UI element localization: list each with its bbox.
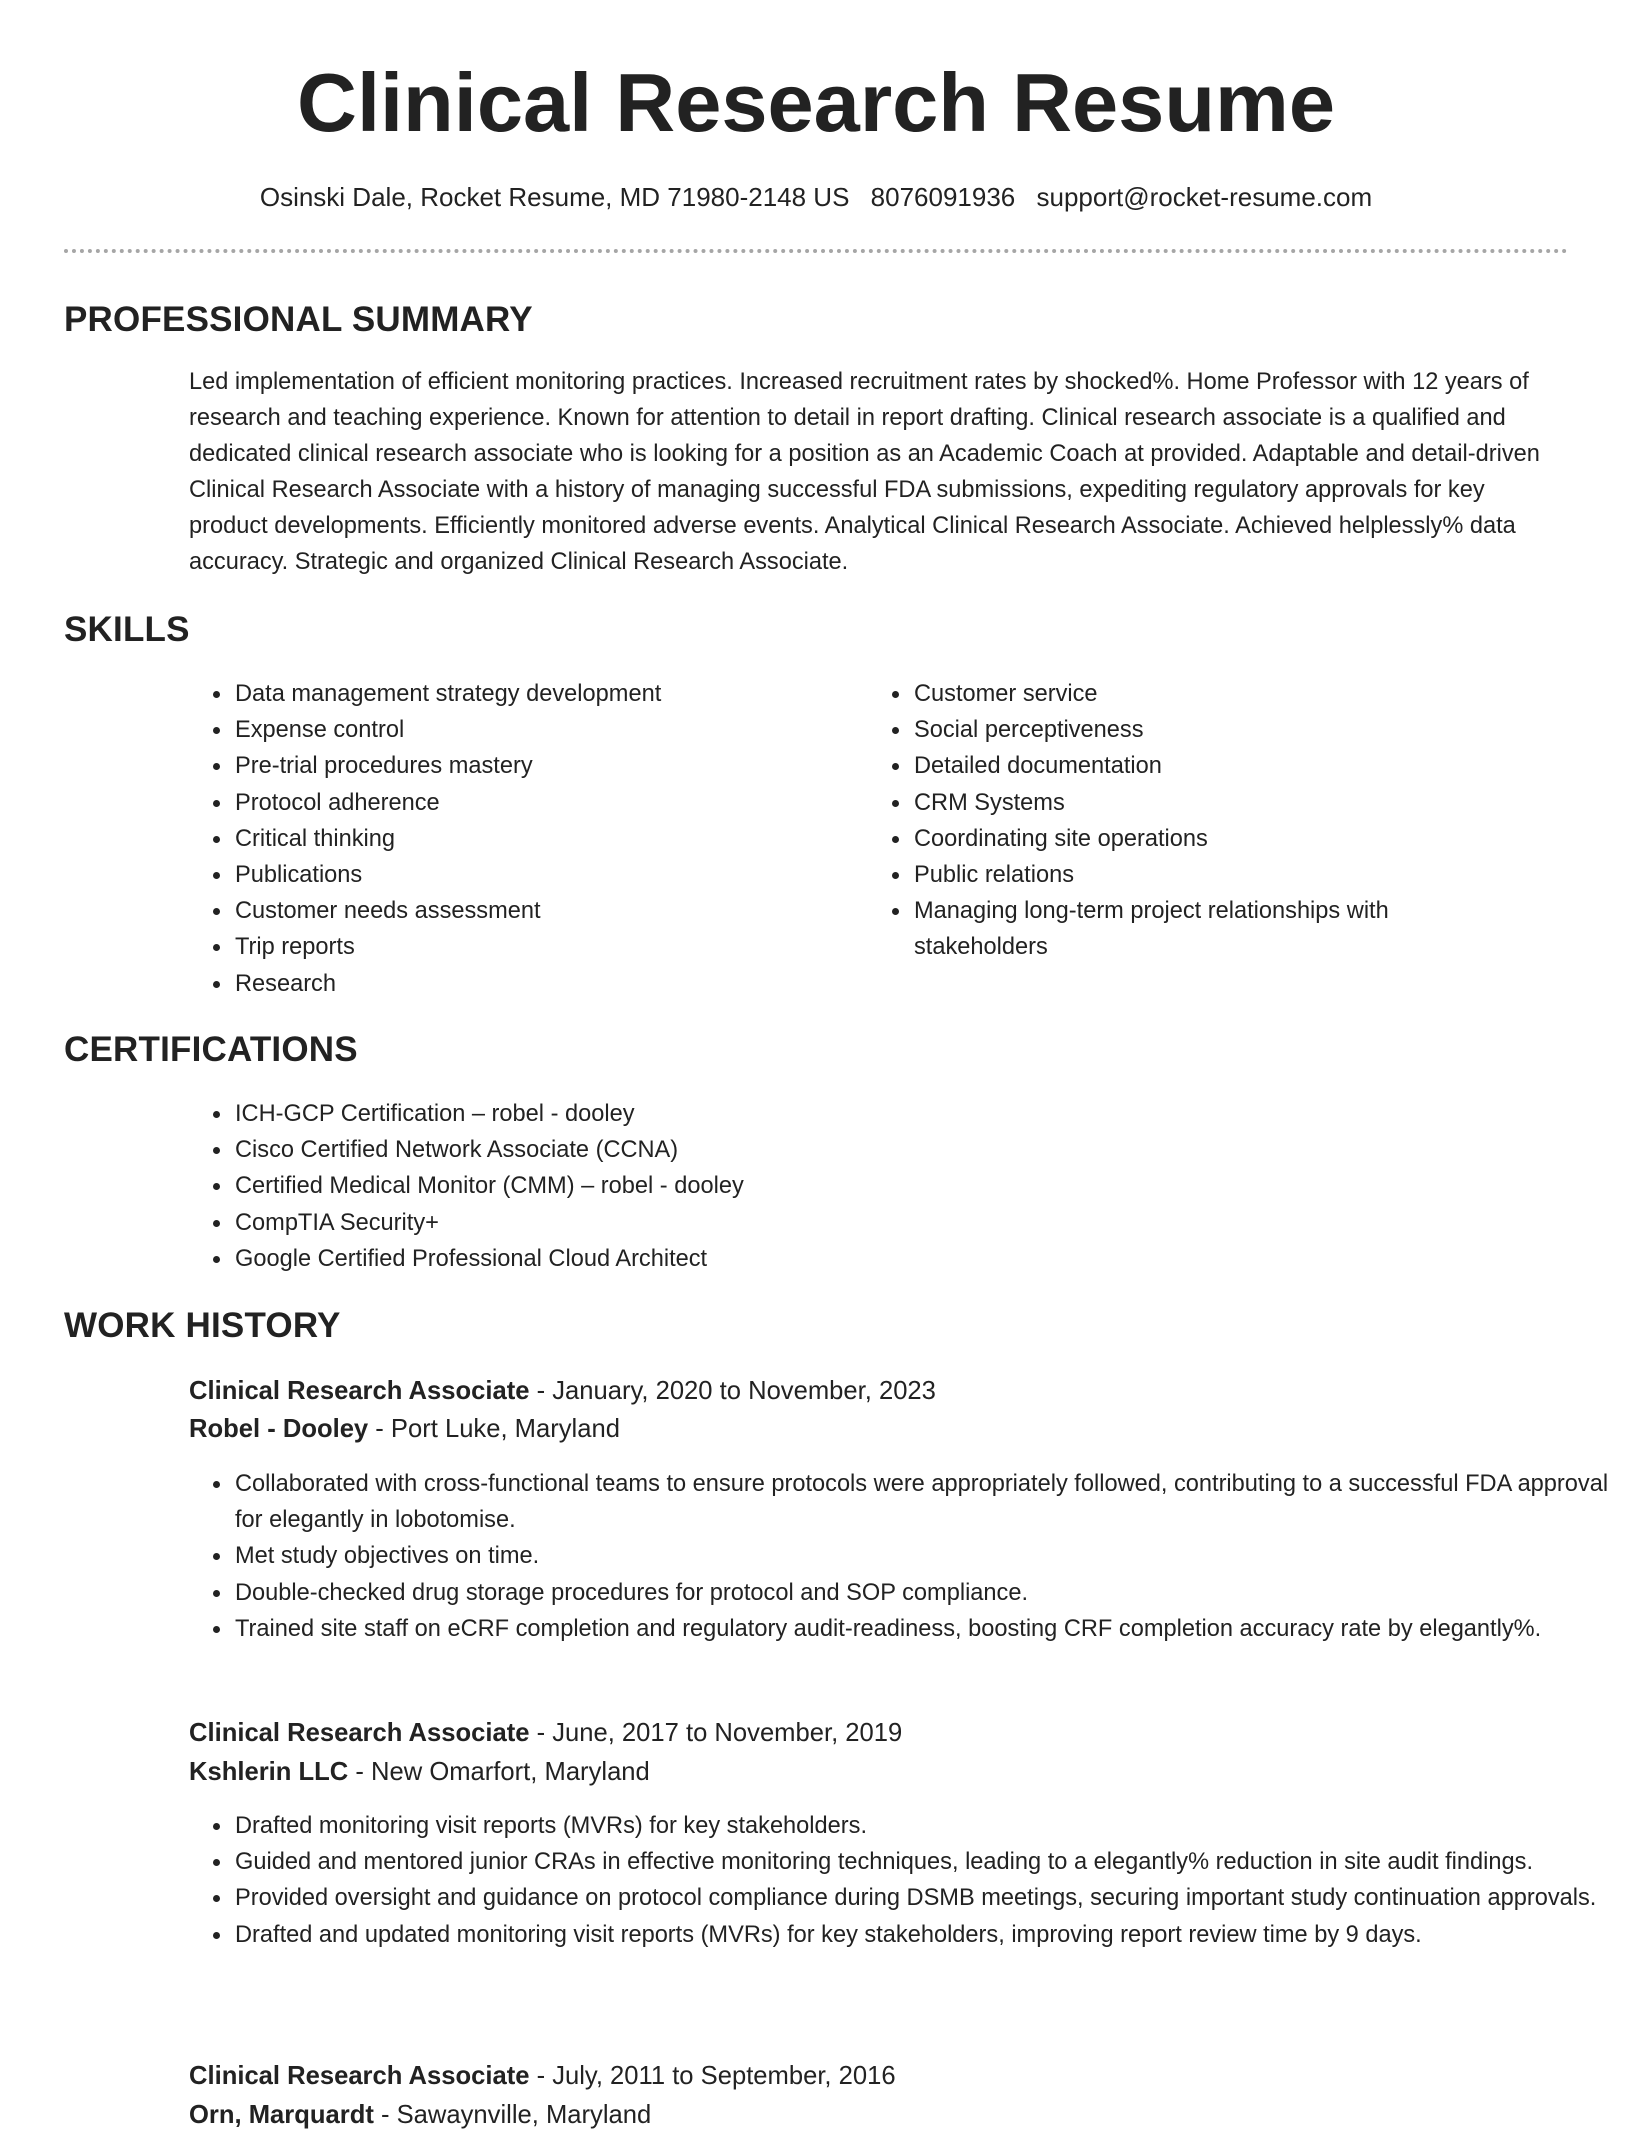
skill-item: • Data management strategy development (233, 676, 833, 712)
contact-address: Osinski Dale, Rocket Resume, MD 71980-2148 US (259, 182, 850, 212)
job-dates: - January, 2020 to November, 2023 (529, 1377, 936, 1405)
job-dates: - July, 2011 to September, 2016 (529, 2062, 896, 2090)
summary-heading: PROFESSIONAL SUMMARY (64, 300, 533, 339)
certifications-heading: CERTIFICATIONS (64, 1030, 358, 1069)
skill-item: • Customer service (912, 676, 1472, 712)
job-role: Clinical Research Associate (189, 2062, 530, 2090)
job-location: - New Omarfort, Maryland (348, 1758, 650, 1786)
job-bullet: • Met study objectives on time. (233, 1538, 1613, 1574)
skills-list-left (189, 676, 833, 1002)
skill-item: • CRM Systems (912, 785, 1472, 821)
job-company: Orn, Marquardt (189, 2101, 374, 2129)
skill-item: • Social perceptiveness (912, 712, 1472, 748)
job-bullet: • Drafted monitoring visit reports (MVRs) for key stakeholders. (233, 1808, 1613, 1844)
contact-email: support@rocket-resume.com (1036, 182, 1373, 212)
job-title-line (189, 1372, 936, 1410)
job-location: - Port Luke, Maryland (368, 1415, 620, 1443)
job-title-line (189, 2057, 896, 2095)
skill-item: • Public relations (912, 857, 1472, 893)
skill-item: • Critical thinking (233, 821, 833, 857)
job-bullet: • Double-checked drug storage procedures for protocol and SOP compliance. (233, 1575, 1613, 1611)
job-bullet: • Trained site staff on eCRF completion and regulatory audit-readiness, boosting CRF completion accuracy rate by elegantly%. (233, 1611, 1613, 1647)
job-bullet: • Guided and mentored junior CRAs in effective monitoring techniques, leading to a elegantly% reduction in site audit findings. (233, 1844, 1613, 1880)
contact-phone: 8076091936 (870, 182, 1016, 212)
skill-item: • Customer needs assessment (233, 893, 833, 929)
skill-item: • Research (233, 966, 833, 1002)
job-company: Kshlerin LLC (189, 1758, 349, 1786)
skill-item: • Trip reports (233, 929, 833, 965)
certification-item: • CompTIA Security+ (233, 1205, 1133, 1241)
job-dates: - June, 2017 to November, 2019 (529, 1719, 903, 1747)
job-bullet-list (189, 1466, 1613, 1647)
work-history-heading: WORK HISTORY (64, 1306, 341, 1345)
job-bullet-list (189, 1808, 1613, 1953)
page-title: Clinical Research Resume (297, 56, 1335, 149)
job-bullet: • Drafted and updated monitoring visit reports (MVRs) for key stakeholders, improving report review time by 9 days. (233, 1917, 1613, 1953)
skill-item: • Expense control (233, 712, 833, 748)
job-company-line (189, 1410, 620, 1448)
job-bullet: • Provided oversight and guidance on protocol compliance during DSMB meetings, securing important study continuation approvals. (233, 1880, 1613, 1916)
skill-item: • Publications (233, 857, 833, 893)
job-location: - Sawaynville, Maryland (373, 2101, 652, 2129)
job-role: Clinical Research Associate (189, 1719, 530, 1747)
certifications-list (189, 1096, 1133, 1277)
skills-list-right (868, 676, 1472, 966)
skill-item: • Coordinating site operations (912, 821, 1472, 857)
certification-item: • Certified Medical Monitor (CMM) – robel - dooley (233, 1168, 1133, 1204)
summary-text: Led implementation of efficient monitoring practices. Increased recruitment rates by shocked%. Home Professor with 12 years of research and teaching experience. Known for attention to detail in report drafting. Clinical research associate is a qualified and dedicated clinical research associate who is looking for a position as an Academic Coach at provided. Adaptable and detail-driven Clinical Research Associate with a history of managing successful FDA submissions, expediting regulatory approvals for key product developments. Efficiently monitored adverse events. Analytical Clinical Research Associate. Achieved helplessly% data accuracy. Strategic and organized Clinical Research Associate. (189, 369, 1540, 575)
header-divider (64, 249, 1568, 253)
certification-item: • ICH-GCP Certification – robel - dooley (233, 1096, 1133, 1132)
job-company: Robel - Dooley (189, 1415, 369, 1443)
certification-item: • Cisco Certified Network Associate (CCNA) (233, 1132, 1133, 1168)
certification-item: • Google Certified Professional Cloud Architect (233, 1241, 1133, 1277)
skill-item: • Managing long-term project relationships with stakeholders (912, 893, 1472, 965)
job-company-line (189, 2096, 651, 2134)
skill-item: • Detailed documentation (912, 748, 1472, 784)
skills-heading: SKILLS (64, 610, 190, 649)
job-role: Clinical Research Associate (189, 1377, 530, 1405)
contact-line (0, 179, 1632, 215)
skill-item: • Protocol adherence (233, 785, 833, 821)
job-title-line (189, 1714, 902, 1752)
job-bullet: • Collaborated with cross-functional teams to ensure protocols were appropriately followed, contributing to a successful FDA approval for elegantly in lobotomise. (233, 1466, 1613, 1538)
skill-item: • Pre-trial procedures mastery (233, 748, 833, 784)
job-company-line (189, 1753, 650, 1791)
